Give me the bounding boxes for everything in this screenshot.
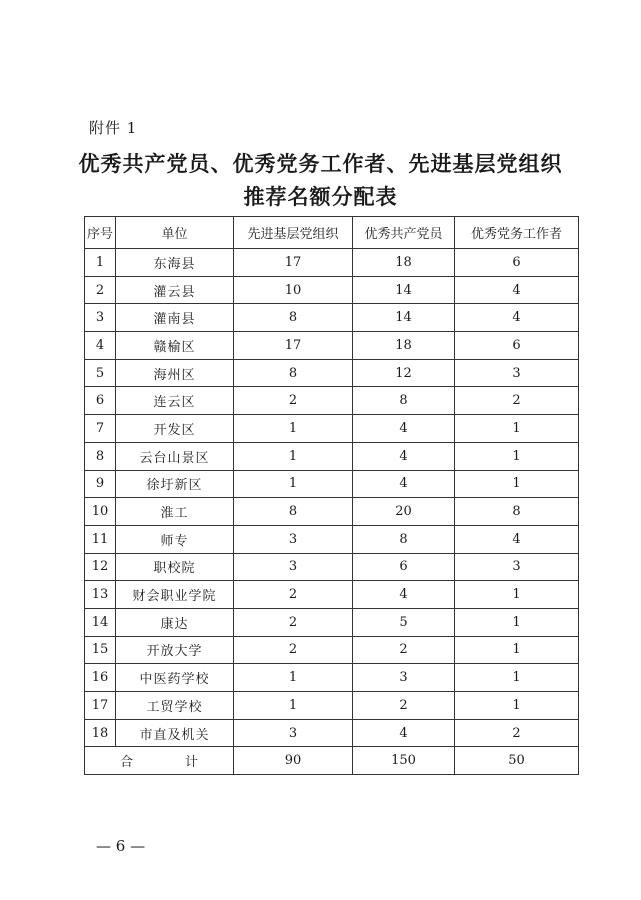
row-outstanding-worker-cell: 1: [455, 608, 579, 636]
header-outstanding-worker: 优秀党务工作者: [455, 217, 579, 249]
row-outstanding-worker-cell: 4: [455, 276, 579, 304]
row-index-cell: 9: [85, 470, 116, 498]
row-outstanding-worker-cell: 1: [455, 581, 579, 609]
row-outstanding-member-cell: 4: [353, 581, 455, 609]
row-outstanding-worker-cell: 2: [455, 719, 579, 747]
row-outstanding-member-cell: 18: [353, 332, 455, 360]
header-advanced-org: 先进基层党组织: [234, 217, 353, 249]
row-advanced-org-cell: 17: [234, 249, 353, 277]
row-outstanding-worker-cell: 6: [455, 332, 579, 360]
row-index-cell: 15: [85, 636, 116, 664]
quota-allocation-table: [84, 216, 579, 775]
total-label-left: 合: [119, 755, 133, 771]
table-row: [85, 498, 579, 526]
row-unit-cell: 康达: [116, 608, 234, 636]
table-row: [85, 249, 579, 277]
document-title-line2: 推荐名额分配表: [243, 184, 398, 209]
total-advanced-org-cell: 90: [234, 747, 353, 775]
row-outstanding-member-cell: 3: [353, 664, 455, 692]
table-total-row: [85, 747, 579, 775]
row-advanced-org-cell: 2: [234, 387, 353, 415]
row-advanced-org-cell: 2: [234, 636, 353, 664]
row-index-cell: 13: [85, 581, 116, 609]
row-advanced-org-cell: 3: [234, 719, 353, 747]
table-row: [85, 664, 579, 692]
row-unit-cell: 灌云县: [116, 276, 234, 304]
row-unit-cell: 财会职业学院: [116, 581, 234, 609]
row-advanced-org-cell: 2: [234, 581, 353, 609]
row-unit-cell: 海州区: [116, 359, 234, 387]
row-advanced-org-cell: 2: [234, 608, 353, 636]
table-row: [85, 304, 579, 332]
row-unit-cell: 徐圩新区: [116, 470, 234, 498]
table-row: [85, 608, 579, 636]
total-outstanding-worker-cell: 50: [455, 747, 579, 775]
attachment-label: 附件 1: [89, 119, 138, 137]
row-advanced-org-cell: 3: [234, 525, 353, 553]
row-outstanding-worker-cell: 1: [455, 442, 579, 470]
row-outstanding-member-cell: 4: [353, 719, 455, 747]
row-unit-cell: 市直及机关: [116, 719, 234, 747]
row-index-cell: 3: [85, 304, 116, 332]
row-outstanding-member-cell: 5: [353, 608, 455, 636]
row-advanced-org-cell: 10: [234, 276, 353, 304]
row-index-cell: 12: [85, 553, 116, 581]
row-outstanding-member-cell: 18: [353, 249, 455, 277]
row-advanced-org-cell: 17: [234, 332, 353, 360]
total-label-right: 计: [185, 755, 199, 771]
row-outstanding-member-cell: 8: [353, 387, 455, 415]
row-index-cell: 18: [85, 719, 116, 747]
total-outstanding-member-cell: 150: [353, 747, 455, 775]
row-advanced-org-cell: 8: [234, 359, 353, 387]
row-outstanding-worker-cell: 1: [455, 636, 579, 664]
table-row: [85, 553, 579, 581]
row-index-cell: 10: [85, 498, 116, 526]
row-advanced-org-cell: 3: [234, 553, 353, 581]
row-unit-cell: 东海县: [116, 249, 234, 277]
row-index-cell: 16: [85, 664, 116, 692]
table-header-row: [85, 217, 579, 249]
total-label-cell: [85, 747, 234, 775]
document-title-line1: 优秀共产党员、优秀党务工作者、先进基层党组织: [78, 151, 563, 176]
row-unit-cell: 开放大学: [116, 636, 234, 664]
row-index-cell: 4: [85, 332, 116, 360]
row-index-cell: 6: [85, 387, 116, 415]
row-unit-cell: 连云区: [116, 387, 234, 415]
row-advanced-org-cell: 1: [234, 442, 353, 470]
row-outstanding-worker-cell: 3: [455, 553, 579, 581]
row-advanced-org-cell: 1: [234, 470, 353, 498]
row-unit-cell: 赣榆区: [116, 332, 234, 360]
row-outstanding-worker-cell: 1: [455, 664, 579, 692]
row-outstanding-member-cell: 2: [353, 692, 455, 720]
row-outstanding-member-cell: 12: [353, 359, 455, 387]
row-outstanding-member-cell: 14: [353, 276, 455, 304]
row-unit-cell: 师专: [116, 525, 234, 553]
row-outstanding-member-cell: 4: [353, 442, 455, 470]
table-row: [85, 387, 579, 415]
header-unit: 单位: [116, 217, 234, 249]
table-row: [85, 636, 579, 664]
row-outstanding-member-cell: 14: [353, 304, 455, 332]
row-outstanding-worker-cell: 6: [455, 249, 579, 277]
row-advanced-org-cell: 8: [234, 498, 353, 526]
table-row: [85, 276, 579, 304]
table-row: [85, 442, 579, 470]
table-row: [85, 470, 579, 498]
row-outstanding-member-cell: 8: [353, 525, 455, 553]
table-row: [85, 332, 579, 360]
row-unit-cell: 职校院: [116, 553, 234, 581]
row-unit-cell: 开发区: [116, 415, 234, 443]
row-outstanding-member-cell: 2: [353, 636, 455, 664]
row-outstanding-worker-cell: 4: [455, 304, 579, 332]
row-outstanding-worker-cell: 2: [455, 387, 579, 415]
header-outstanding-member: 优秀共产党员: [353, 217, 455, 249]
row-unit-cell: 淮工: [116, 498, 234, 526]
row-advanced-org-cell: 1: [234, 664, 353, 692]
row-outstanding-worker-cell: 4: [455, 525, 579, 553]
row-advanced-org-cell: 1: [234, 415, 353, 443]
row-outstanding-worker-cell: 3: [455, 359, 579, 387]
table-row: [85, 719, 579, 747]
table-row: [85, 525, 579, 553]
row-outstanding-member-cell: 4: [353, 415, 455, 443]
row-outstanding-member-cell: 4: [353, 470, 455, 498]
row-index-cell: 11: [85, 525, 116, 553]
row-index-cell: 7: [85, 415, 116, 443]
header-index: 序号: [85, 217, 116, 249]
table-row: [85, 415, 579, 443]
row-outstanding-worker-cell: 1: [455, 470, 579, 498]
row-index-cell: 8: [85, 442, 116, 470]
row-advanced-org-cell: 8: [234, 304, 353, 332]
page-number: — 6 —: [96, 837, 146, 855]
table-row: [85, 359, 579, 387]
row-unit-cell: 中医药学校: [116, 664, 234, 692]
row-index-cell: 17: [85, 692, 116, 720]
row-outstanding-worker-cell: 8: [455, 498, 579, 526]
row-index-cell: 1: [85, 249, 116, 277]
row-advanced-org-cell: 1: [234, 692, 353, 720]
table-row: [85, 581, 579, 609]
row-index-cell: 14: [85, 608, 116, 636]
row-unit-cell: 工贸学校: [116, 692, 234, 720]
row-outstanding-worker-cell: 1: [455, 415, 579, 443]
row-outstanding-member-cell: 6: [353, 553, 455, 581]
row-unit-cell: 灌南县: [116, 304, 234, 332]
row-outstanding-member-cell: 20: [353, 498, 455, 526]
row-index-cell: 5: [85, 359, 116, 387]
row-index-cell: 2: [85, 276, 116, 304]
row-outstanding-worker-cell: 1: [455, 692, 579, 720]
row-unit-cell: 云台山景区: [116, 442, 234, 470]
table-row: [85, 692, 579, 720]
